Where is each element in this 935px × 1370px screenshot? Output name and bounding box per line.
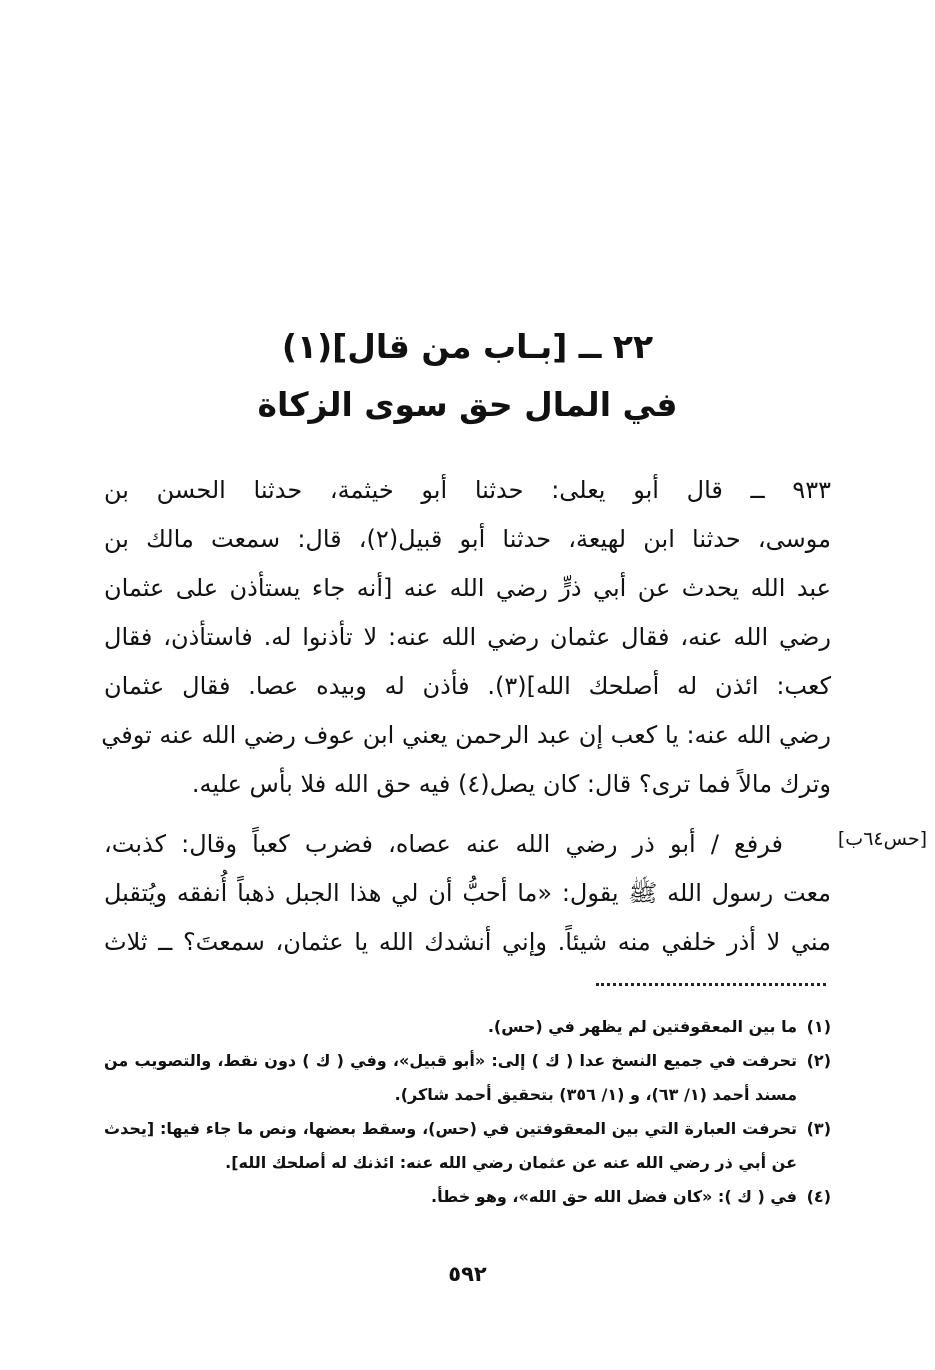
- chapter-subtitle: في المال حق سوى الزكاة: [257, 385, 678, 424]
- footnote-text: مسند أحمد (١/ ٦٣)، و (١/ ٣٥٦) بتحقيق أحمد شاكر).: [394, 1085, 797, 1104]
- text-line: رضي الله عنه، فقال عثمان رضي الله عنه: لا تأذنوا له. فاستأذن، فقال: [104, 623, 831, 651]
- hadith-paragraph-continuation: [104, 820, 831, 967]
- page-number: ٥٩٢: [448, 1262, 487, 1286]
- hadith-paragraph-933: [101, 466, 832, 809]
- chapter-title: ٢٢ ــ [بـاب من قال](١): [281, 327, 654, 366]
- text-line: كعب: ائذن له أصلحك الله](٣). فأذن له وبيده عصا. فقال عثمان: [104, 672, 831, 700]
- footnote-separator: [596, 983, 826, 986]
- footnote-2: [104, 1044, 831, 1112]
- text-line: ٩٣٣ ــ قال أبو يعلى: حدثنا أبو خيثمة، حدثنا الحسن بن: [104, 476, 831, 504]
- text-line: عبد الله يحدث عن أبي ذرٍّ رضي الله عنه [أنه جاء يستأذن على عثمان: [104, 574, 831, 602]
- text-line: معت رسول الله ﷺ يقول: «ما أحبُّ أن لي هذا الجبل ذهباً أُنفقه ويُتقبل: [104, 879, 831, 907]
- text-line: موسى، حدثنا ابن لهيعة، حدثنا أبو قبيل(٢)، قال: سمعت مالك بن: [104, 525, 832, 553]
- footnote-number: (١): [806, 1017, 831, 1036]
- footnote-number: (٣): [806, 1119, 831, 1138]
- chapter-heading: [100, 318, 835, 434]
- footnote-number: (٤): [806, 1187, 831, 1206]
- footnote-text: في ( ك ): «كان فضل الله حق الله»، وهو خطأ.: [431, 1187, 797, 1206]
- footnote-text: ما بين المعقوفتين لم يظهر في (حس).: [487, 1017, 797, 1036]
- footnotes: [104, 1010, 831, 1214]
- footnote-text: تحرفت في جميع النسخ عدا ( ك ) إلى: «أبو قبيل»، وفي ( ك ) دون نقط، والتصويب من: [104, 1051, 797, 1070]
- text-line: رضي الله عنه: يا كعب إن عبد الرحمن يعني ابن عوف رضي الله عنه توفي: [101, 721, 831, 749]
- text-line: فرفع / أبو ذر رضي الله عنه عصاه، فضرب كعباً وقال: كذبت،: [104, 830, 783, 858]
- footnote-text: تحرفت العبارة التي بين المعقوفتين في (حس)، وسقط بعضها، ونص ما جاء فيها: [يحدث: [104, 1119, 797, 1138]
- footnote-4: [104, 1180, 831, 1214]
- text-line: مني لا أذر خلفي منه شيئاً. وإني أنشدك الله يا عثمان، سمعتَ؟ ــ ثلاث: [104, 928, 831, 956]
- footnote-1: [104, 1010, 831, 1044]
- text-line: وترك مالاً فما ترى؟ قال: كان يصل(٤) فيه حق الله فلا بأس عليه.: [191, 770, 831, 798]
- footnote-text: عن أبي ذر رضي الله عنه عن عثمان رضي الله عنه: ائذنك له أصلحك الله].: [225, 1153, 797, 1172]
- manuscript-folio-note: [حس٦٤ب]: [837, 828, 927, 850]
- footnote-number: (٢): [806, 1051, 831, 1070]
- footnote-3: [104, 1112, 831, 1180]
